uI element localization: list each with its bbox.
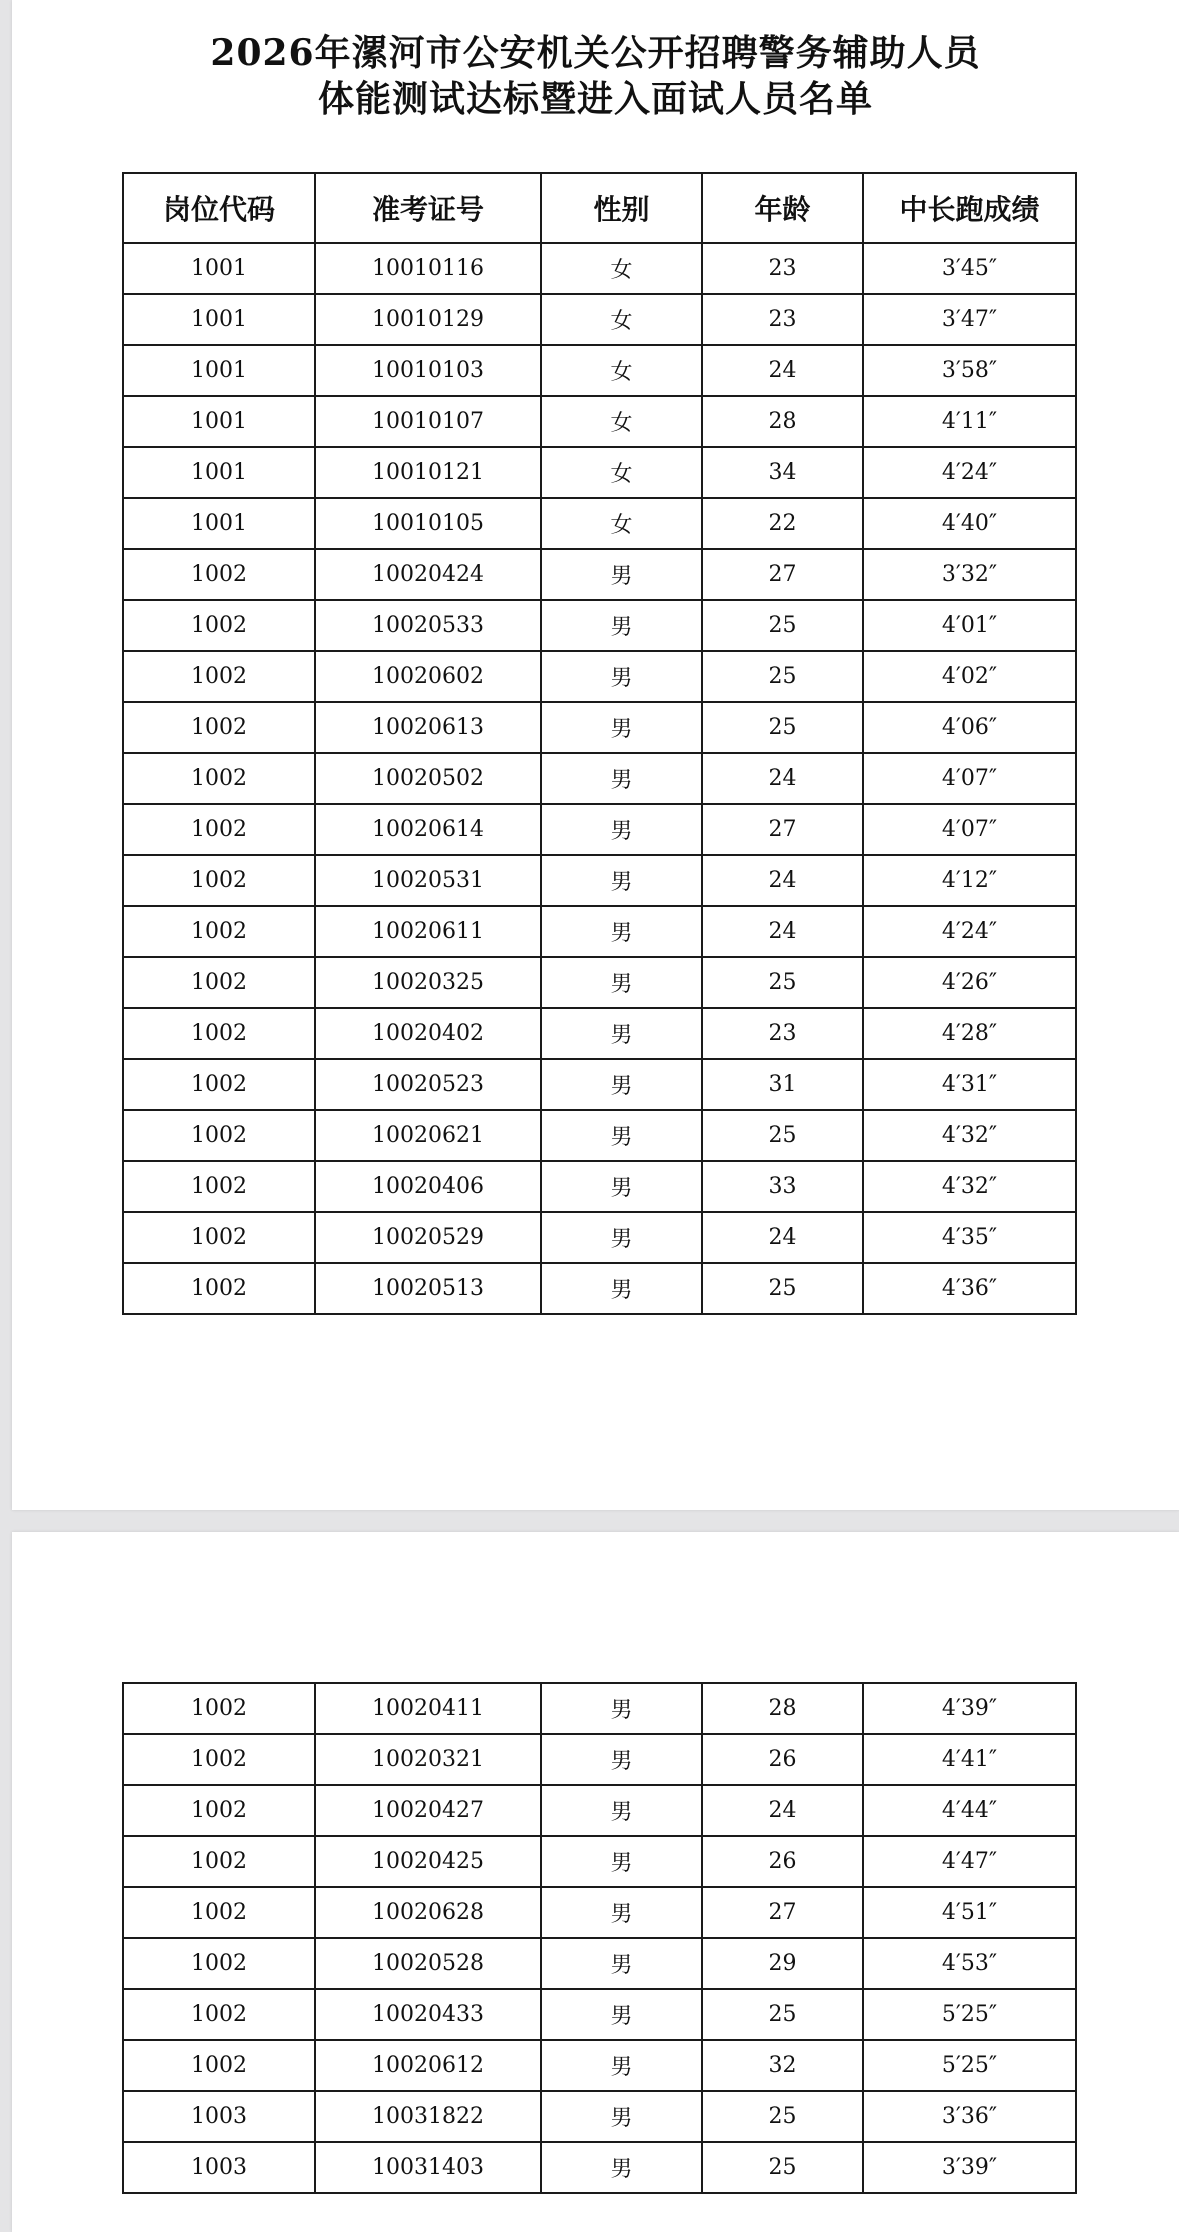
cell-run-result: 4′24″ — [863, 906, 1076, 957]
cell-age: 24 — [702, 753, 863, 804]
cell-age: 24 — [702, 855, 863, 906]
cell-run-result: 4′41″ — [863, 1734, 1076, 1785]
cell-position-code: 1002 — [123, 1008, 315, 1059]
document-title — [12, 30, 1179, 122]
cell-run-result: 5′25″ — [863, 2040, 1076, 2091]
cell-age: 28 — [702, 1683, 863, 1734]
cell-position-code: 1002 — [123, 1938, 315, 1989]
table-row — [123, 804, 1076, 855]
cell-gender: 男 — [541, 804, 702, 855]
cell-run-result: 4′39″ — [863, 1683, 1076, 1734]
cell-position-code: 1002 — [123, 1059, 315, 1110]
table-row — [123, 1785, 1076, 1836]
cell-exam-number: 10010129 — [315, 294, 541, 345]
table-row — [123, 702, 1076, 753]
cell-position-code: 1002 — [123, 855, 315, 906]
cell-position-code: 1001 — [123, 243, 315, 294]
cell-gender: 男 — [541, 651, 702, 702]
cell-gender: 男 — [541, 702, 702, 753]
cell-run-result: 4′24″ — [863, 447, 1076, 498]
cell-exam-number: 10020523 — [315, 1059, 541, 1110]
cell-gender: 男 — [541, 2091, 702, 2142]
cell-exam-number: 10020424 — [315, 549, 541, 600]
cell-position-code: 1003 — [123, 2142, 315, 2193]
cell-gender: 男 — [541, 549, 702, 600]
cell-run-result: 3′45″ — [863, 243, 1076, 294]
cell-position-code: 1001 — [123, 294, 315, 345]
cell-exam-number: 10020406 — [315, 1161, 541, 1212]
roster-table-page-2 — [122, 1682, 1077, 2194]
cell-gender: 男 — [541, 906, 702, 957]
table-row — [123, 1263, 1076, 1314]
cell-gender: 男 — [541, 1110, 702, 1161]
cell-position-code: 1002 — [123, 1161, 315, 1212]
cell-position-code: 1002 — [123, 1212, 315, 1263]
table-row — [123, 345, 1076, 396]
cell-gender: 女 — [541, 345, 702, 396]
cell-age: 26 — [702, 1734, 863, 1785]
cell-position-code: 1002 — [123, 651, 315, 702]
cell-age: 25 — [702, 1110, 863, 1161]
cell-exam-number: 10020513 — [315, 1263, 541, 1314]
cell-exam-number: 10020433 — [315, 1989, 541, 2040]
cell-exam-number: 10010107 — [315, 396, 541, 447]
table-row — [123, 396, 1076, 447]
cell-exam-number: 10020602 — [315, 651, 541, 702]
cell-position-code: 1001 — [123, 447, 315, 498]
cell-exam-number: 10010116 — [315, 243, 541, 294]
table-row — [123, 1161, 1076, 1212]
cell-exam-number: 10020621 — [315, 1110, 541, 1161]
cell-position-code: 1002 — [123, 1785, 315, 1836]
header-exam-number: 准考证号 — [315, 173, 541, 243]
cell-age: 24 — [702, 1212, 863, 1263]
cell-exam-number: 10031822 — [315, 2091, 541, 2142]
cell-position-code: 1001 — [123, 345, 315, 396]
cell-run-result: 4′32″ — [863, 1110, 1076, 1161]
cell-age: 25 — [702, 2091, 863, 2142]
cell-exam-number: 10020528 — [315, 1938, 541, 1989]
cell-run-result: 4′28″ — [863, 1008, 1076, 1059]
document-page-2 — [12, 1532, 1179, 2232]
table-row — [123, 1008, 1076, 1059]
cell-age: 24 — [702, 906, 863, 957]
cell-run-result: 4′44″ — [863, 1785, 1076, 1836]
cell-run-result: 4′26″ — [863, 957, 1076, 1008]
cell-run-result: 4′53″ — [863, 1938, 1076, 1989]
cell-exam-number: 10020427 — [315, 1785, 541, 1836]
cell-age: 27 — [702, 804, 863, 855]
cell-exam-number: 10010103 — [315, 345, 541, 396]
cell-age: 33 — [702, 1161, 863, 1212]
cell-exam-number: 10020425 — [315, 1836, 541, 1887]
cell-position-code: 1002 — [123, 1683, 315, 1734]
table-row — [123, 447, 1076, 498]
cell-run-result: 4′32″ — [863, 1161, 1076, 1212]
table-row — [123, 651, 1076, 702]
cell-exam-number: 10010121 — [315, 447, 541, 498]
cell-exam-number: 10020411 — [315, 1683, 541, 1734]
header-position-code: 岗位代码 — [123, 173, 315, 243]
cell-run-result: 4′31″ — [863, 1059, 1076, 1110]
cell-run-result: 4′02″ — [863, 651, 1076, 702]
cell-age: 25 — [702, 1263, 863, 1314]
table-row — [123, 2142, 1076, 2193]
table-row — [123, 1059, 1076, 1110]
cell-exam-number: 10010105 — [315, 498, 541, 549]
table-row — [123, 1683, 1076, 1734]
cell-position-code: 1001 — [123, 396, 315, 447]
cell-exam-number: 10020628 — [315, 1887, 541, 1938]
document-page-1 — [12, 0, 1179, 1510]
cell-gender: 男 — [541, 1059, 702, 1110]
cell-exam-number: 10020611 — [315, 906, 541, 957]
table-row — [123, 1110, 1076, 1161]
cell-age: 25 — [702, 2142, 863, 2193]
table-row — [123, 549, 1076, 600]
cell-gender: 男 — [541, 1836, 702, 1887]
cell-position-code: 1003 — [123, 2091, 315, 2142]
cell-age: 22 — [702, 498, 863, 549]
cell-run-result: 4′11″ — [863, 396, 1076, 447]
table-row — [123, 1989, 1076, 2040]
cell-position-code: 1002 — [123, 957, 315, 1008]
cell-run-result: 3′32″ — [863, 549, 1076, 600]
table-row — [123, 294, 1076, 345]
header-gender: 性别 — [541, 173, 702, 243]
cell-exam-number: 10020533 — [315, 600, 541, 651]
cell-run-result: 4′12″ — [863, 855, 1076, 906]
cell-gender: 男 — [541, 1734, 702, 1785]
cell-position-code: 1001 — [123, 498, 315, 549]
cell-position-code: 1002 — [123, 1734, 315, 1785]
table-row — [123, 957, 1076, 1008]
cell-gender: 女 — [541, 243, 702, 294]
cell-exam-number: 10020402 — [315, 1008, 541, 1059]
table-row — [123, 753, 1076, 804]
cell-exam-number: 10020531 — [315, 855, 541, 906]
cell-age: 25 — [702, 651, 863, 702]
cell-gender: 男 — [541, 1938, 702, 1989]
cell-position-code: 1002 — [123, 600, 315, 651]
cell-age: 29 — [702, 1938, 863, 1989]
cell-position-code: 1002 — [123, 906, 315, 957]
cell-run-result: 4′01″ — [863, 600, 1076, 651]
table-row — [123, 1734, 1076, 1785]
table-row — [123, 243, 1076, 294]
roster-body-page-2 — [123, 1683, 1076, 2193]
cell-position-code: 1002 — [123, 1110, 315, 1161]
table-row — [123, 2091, 1076, 2142]
header-age: 年龄 — [702, 173, 863, 243]
table-row — [123, 600, 1076, 651]
cell-run-result: 3′39″ — [863, 2142, 1076, 2193]
cell-position-code: 1002 — [123, 804, 315, 855]
cell-gender: 男 — [541, 1263, 702, 1314]
table-row — [123, 855, 1076, 906]
cell-run-result: 4′07″ — [863, 804, 1076, 855]
cell-gender: 男 — [541, 1212, 702, 1263]
cell-gender: 男 — [541, 753, 702, 804]
cell-position-code: 1002 — [123, 753, 315, 804]
cell-age: 23 — [702, 1008, 863, 1059]
cell-gender: 男 — [541, 2040, 702, 2091]
table-row — [123, 498, 1076, 549]
table-header-row — [123, 173, 1076, 243]
cell-position-code: 1002 — [123, 1263, 315, 1314]
cell-age: 25 — [702, 702, 863, 753]
cell-gender: 男 — [541, 957, 702, 1008]
cell-run-result: 4′06″ — [863, 702, 1076, 753]
cell-age: 25 — [702, 957, 863, 1008]
cell-gender: 男 — [541, 1161, 702, 1212]
cell-exam-number: 10020613 — [315, 702, 541, 753]
cell-gender: 女 — [541, 498, 702, 549]
cell-exam-number: 10020612 — [315, 2040, 541, 2091]
title-line-1: 2026年漯河市公安机关公开招聘警务辅助人员 — [210, 32, 981, 74]
cell-run-result: 4′40″ — [863, 498, 1076, 549]
cell-exam-number: 10020325 — [315, 957, 541, 1008]
cell-age: 25 — [702, 1989, 863, 2040]
cell-age: 27 — [702, 1887, 863, 1938]
cell-position-code: 1002 — [123, 549, 315, 600]
cell-run-result: 4′36″ — [863, 1263, 1076, 1314]
cell-gender: 男 — [541, 1785, 702, 1836]
cell-gender: 男 — [541, 1683, 702, 1734]
roster-body-page-1 — [123, 243, 1076, 1314]
cell-gender: 男 — [541, 1989, 702, 2040]
cell-age: 31 — [702, 1059, 863, 1110]
cell-exam-number: 10020321 — [315, 1734, 541, 1785]
cell-run-result: 3′58″ — [863, 345, 1076, 396]
cell-position-code: 1002 — [123, 702, 315, 753]
title-line-2: 体能测试达标暨进入面试人员名单 — [317, 78, 873, 120]
cell-age: 34 — [702, 447, 863, 498]
cell-run-result: 4′07″ — [863, 753, 1076, 804]
cell-age: 28 — [702, 396, 863, 447]
cell-run-result: 5′25″ — [863, 1989, 1076, 2040]
cell-gender: 女 — [541, 294, 702, 345]
cell-run-result: 4′47″ — [863, 1836, 1076, 1887]
table-row — [123, 1887, 1076, 1938]
cell-age: 27 — [702, 549, 863, 600]
table-row — [123, 2040, 1076, 2091]
table-row — [123, 1836, 1076, 1887]
table-row — [123, 1938, 1076, 1989]
cell-position-code: 1002 — [123, 2040, 315, 2091]
cell-gender: 男 — [541, 855, 702, 906]
cell-position-code: 1002 — [123, 1887, 315, 1938]
cell-gender: 女 — [541, 447, 702, 498]
cell-gender: 男 — [541, 1887, 702, 1938]
cell-run-result: 3′47″ — [863, 294, 1076, 345]
cell-age: 23 — [702, 243, 863, 294]
cell-run-result: 4′51″ — [863, 1887, 1076, 1938]
cell-age: 25 — [702, 600, 863, 651]
cell-run-result: 3′36″ — [863, 2091, 1076, 2142]
header-run-result: 中长跑成绩 — [863, 173, 1076, 243]
cell-position-code: 1002 — [123, 1989, 315, 2040]
cell-age: 32 — [702, 2040, 863, 2091]
cell-exam-number: 10020529 — [315, 1212, 541, 1263]
cell-gender: 男 — [541, 2142, 702, 2193]
cell-exam-number: 10020502 — [315, 753, 541, 804]
cell-age: 23 — [702, 294, 863, 345]
cell-age: 26 — [702, 1836, 863, 1887]
cell-age: 24 — [702, 1785, 863, 1836]
cell-gender: 男 — [541, 600, 702, 651]
cell-position-code: 1002 — [123, 1836, 315, 1887]
cell-run-result: 4′35″ — [863, 1212, 1076, 1263]
cell-age: 24 — [702, 345, 863, 396]
table-row — [123, 906, 1076, 957]
cell-exam-number: 10031403 — [315, 2142, 541, 2193]
roster-table-page-1 — [122, 172, 1077, 1315]
cell-gender: 男 — [541, 1008, 702, 1059]
cell-exam-number: 10020614 — [315, 804, 541, 855]
cell-gender: 女 — [541, 396, 702, 447]
table-row — [123, 1212, 1076, 1263]
